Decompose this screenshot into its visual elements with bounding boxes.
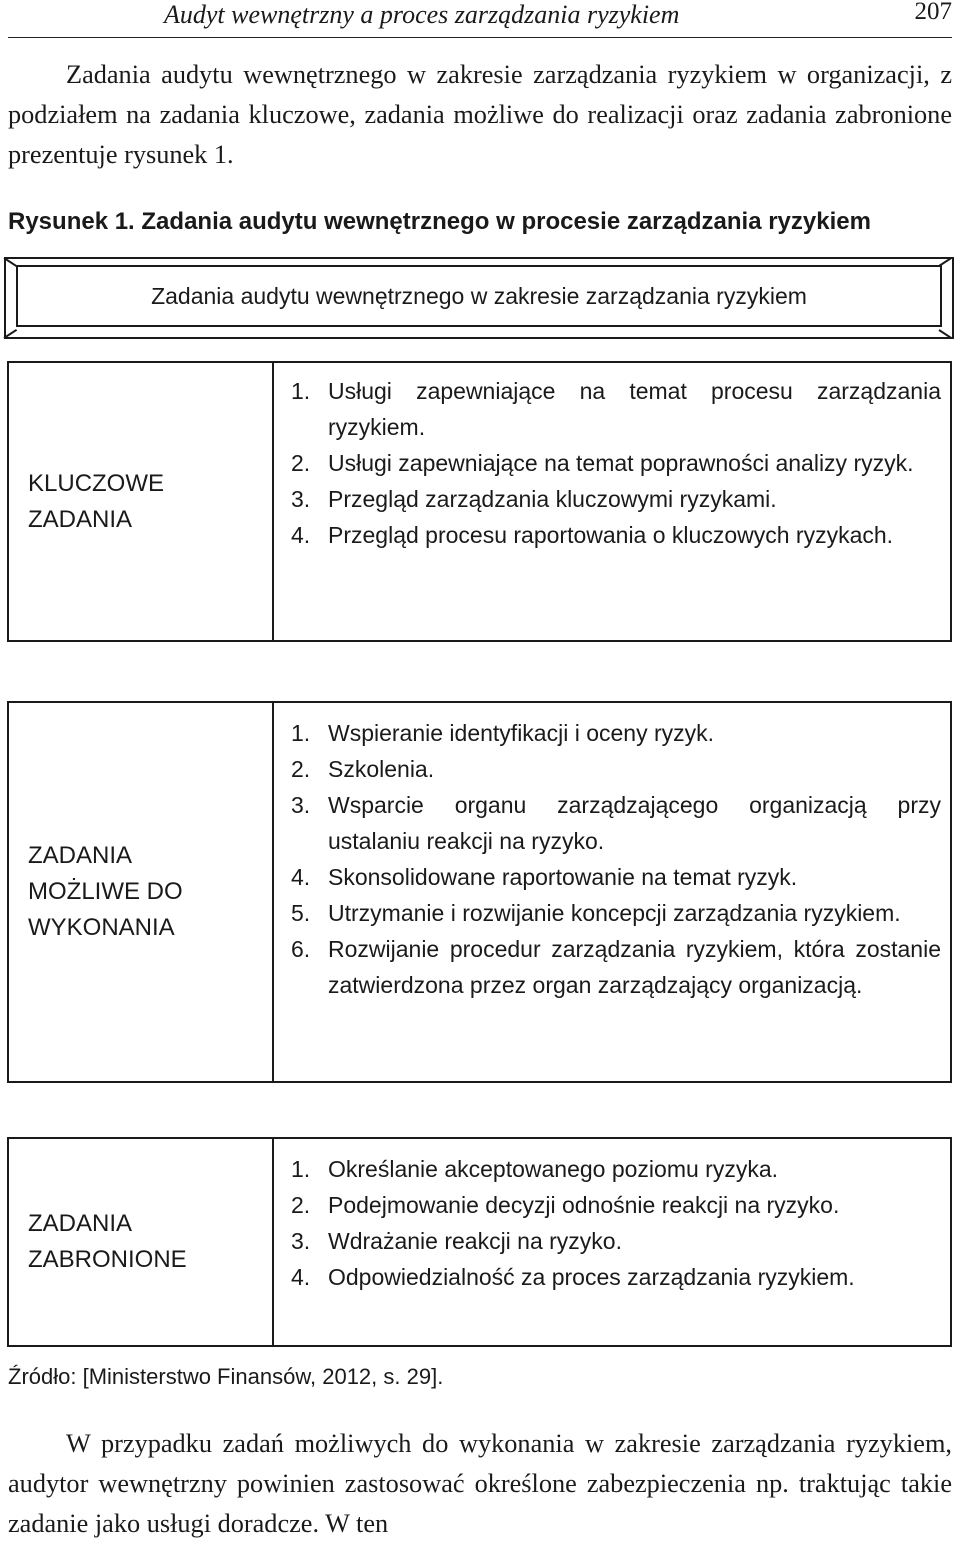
task-list [291,1151,941,1295]
task-list [291,373,941,553]
intro-paragraph: Zadania audytu wewnętrznego w zakresie zarządzania ryzykiem w organizacji, z podziałem na zadania kluczowe, zadania możliwe do realizacji oraz zadania zabronione prezentuje rysunek 1. [8,60,952,169]
closing-paragraph: W przypadku zadań możliwych do wykonania w zakresie zarządzania ryzykiem, audytor wewnętrzny powinien zastosować określone zabezpieczenia np. traktując takie zadanie jako usługi doradcze. W ten [8,1429,952,1538]
task-item: 5. Utrzymanie i rozwijanie koncepcji zarządzania ryzykiem. [291,900,901,926]
task-item: 2. Usługi zapewniające na temat poprawności analizy ryzyk. [291,450,914,476]
task-item: 2. Szkolenia. [291,756,435,782]
figure-source: Źródło: [Ministerstwo Finansów, 2012, s. 29]. [8,1364,444,1389]
section-key-tasks [7,361,952,642]
task-item: 2. Podejmowanie decyzji odnośnie reakcji na ryzyko. [291,1192,840,1218]
task-item: 1. Wspieranie identyfikacji i oceny ryzyk. [291,720,715,746]
figure-banner [4,257,954,339]
task-item: 4. Odpowiedzialność za proces zarządzania ryzykiem. [291,1264,855,1290]
section-label-cell [9,703,274,1081]
section-label: ZADANIA ZABRONIONE [28,1210,187,1273]
task-item: 4. Przegląd procesu raportowania o kluczowych ryzykach. [291,522,894,548]
task-item: 4. Skonsolidowane raportowanie na temat ryzyk. [291,864,798,890]
task-list [291,715,941,1003]
task-item: 3. Wdrażanie reakcji na ryzyko. [291,1228,622,1254]
section-possible-tasks [7,701,952,1083]
page-header [8,0,952,38]
banner-title: Zadania audytu wewnętrznego w zakresie zarządzania ryzykiem [151,282,807,309]
section-label-cell [9,363,274,640]
task-item: 1. Określanie akceptowanego poziomu ryzyka. [291,1156,779,1182]
task-item: 3. Wsparcie organu zarządzającego organizacją przy ustalaniu reakcji na ryzyko. [291,792,941,854]
section-label: KLUCZOWE ZADANIA [28,469,165,533]
running-title: Audyt wewnętrzny a proces zarządzania ryzykiem [164,0,680,29]
task-item: 1. Usługi zapewniające na temat procesu zarządzania ryzykiem. [291,378,941,440]
banner-inner-frame [16,265,942,327]
section-label-cell [9,1139,274,1345]
task-item: 6. Rozwijanie procedur zarządzania ryzykiem, która zostanie zatwierdzona przez organ zarządzający organizacją. [291,936,941,998]
section-label: ZADANIA MOŻLIWE DO WYKONANIA [28,842,183,941]
figure-caption: Rysunek 1. Zadania audytu wewnętrznego w procesie zarządzania ryzykiem [8,208,871,235]
task-item: 3. Przegląd zarządzania kluczowymi ryzykami. [291,486,777,512]
page-number: 207 [914,0,952,25]
section-forbidden-tasks [7,1137,952,1347]
